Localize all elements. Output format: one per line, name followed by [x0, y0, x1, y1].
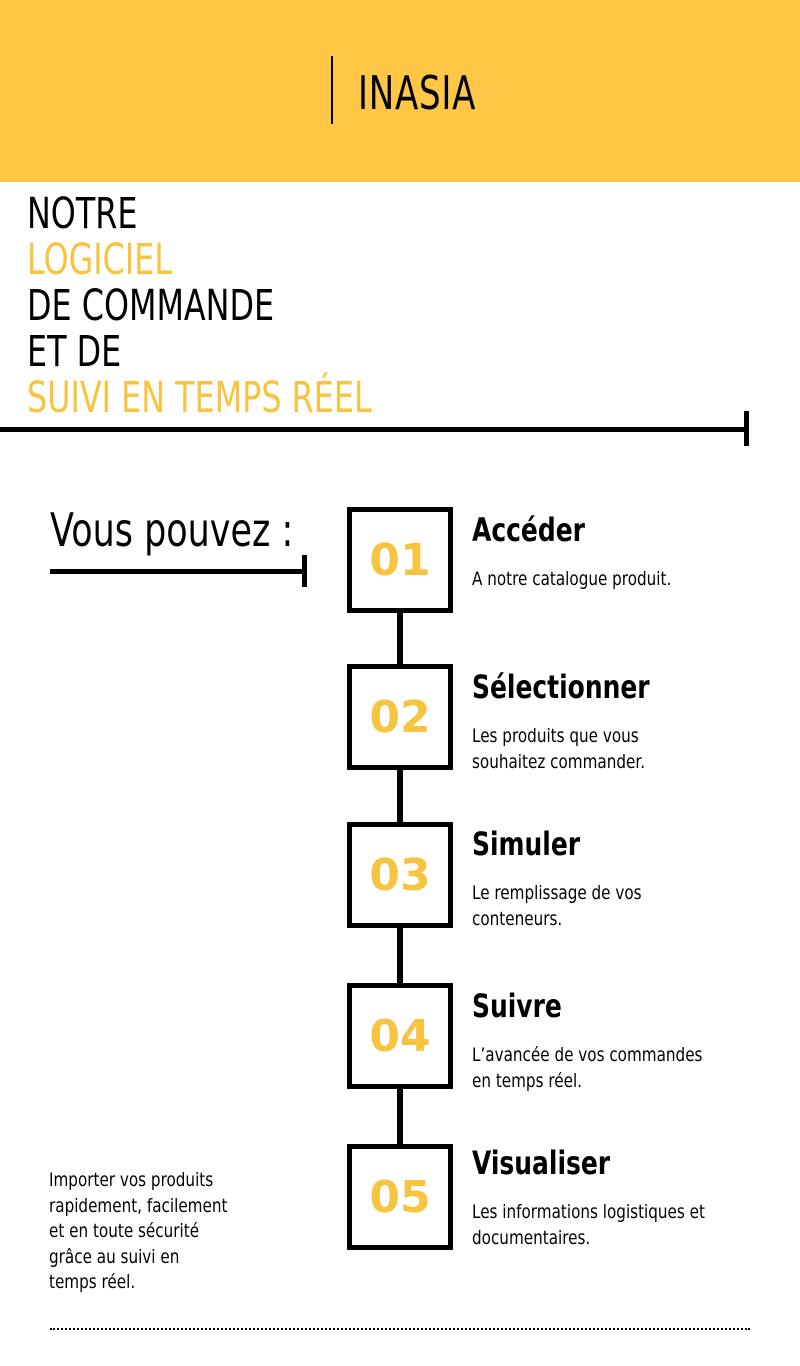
brand-divider	[331, 56, 333, 124]
headline-line-5: SUIVI EN TEMPS RÉEL	[27, 373, 372, 423]
headline-line-4: ET DE	[27, 327, 122, 377]
headline-rule-end	[744, 411, 749, 446]
headline-rule	[0, 427, 747, 432]
intro-rule-end	[302, 555, 307, 587]
step-number-box: 01	[347, 507, 453, 613]
step-title: Accéder	[472, 511, 585, 549]
step-title: Visualiser	[472, 1144, 611, 1182]
dotted-divider	[50, 1328, 750, 1330]
step-description: A notre catalogue produit.	[472, 568, 672, 590]
intro-title: Vous pouvez :	[50, 503, 294, 557]
headline-line-1: NOTRE	[27, 189, 138, 239]
headline	[27, 191, 372, 421]
step-number-box: 02	[347, 664, 453, 770]
brand-name: INASIA	[358, 66, 477, 120]
step-description: L’avancée de vos commandes en temps réel.	[472, 1044, 703, 1092]
headline-line-2: LOGICIEL	[27, 235, 173, 285]
step-description: Les produits que vous souhaitez commander.	[472, 725, 646, 773]
step-number-box: 03	[347, 822, 453, 928]
step-description: Les informations logistiques et documentaires.	[472, 1201, 705, 1249]
step-number-box: 04	[347, 983, 453, 1089]
side-note: Importer vos produits rapidement, facilement et en toute sécurité grâce au suivi en temps réel.	[49, 1169, 228, 1293]
step-title: Simuler	[472, 825, 581, 863]
step-title: Suivre	[472, 987, 562, 1025]
intro-rule	[50, 569, 306, 574]
step-number-box: 05	[347, 1144, 453, 1250]
headline-line-3: DE COMMANDE	[27, 281, 275, 331]
step-description: Le remplissage de vos conteneurs.	[472, 882, 642, 930]
step-title: Sélectionner	[472, 668, 650, 706]
